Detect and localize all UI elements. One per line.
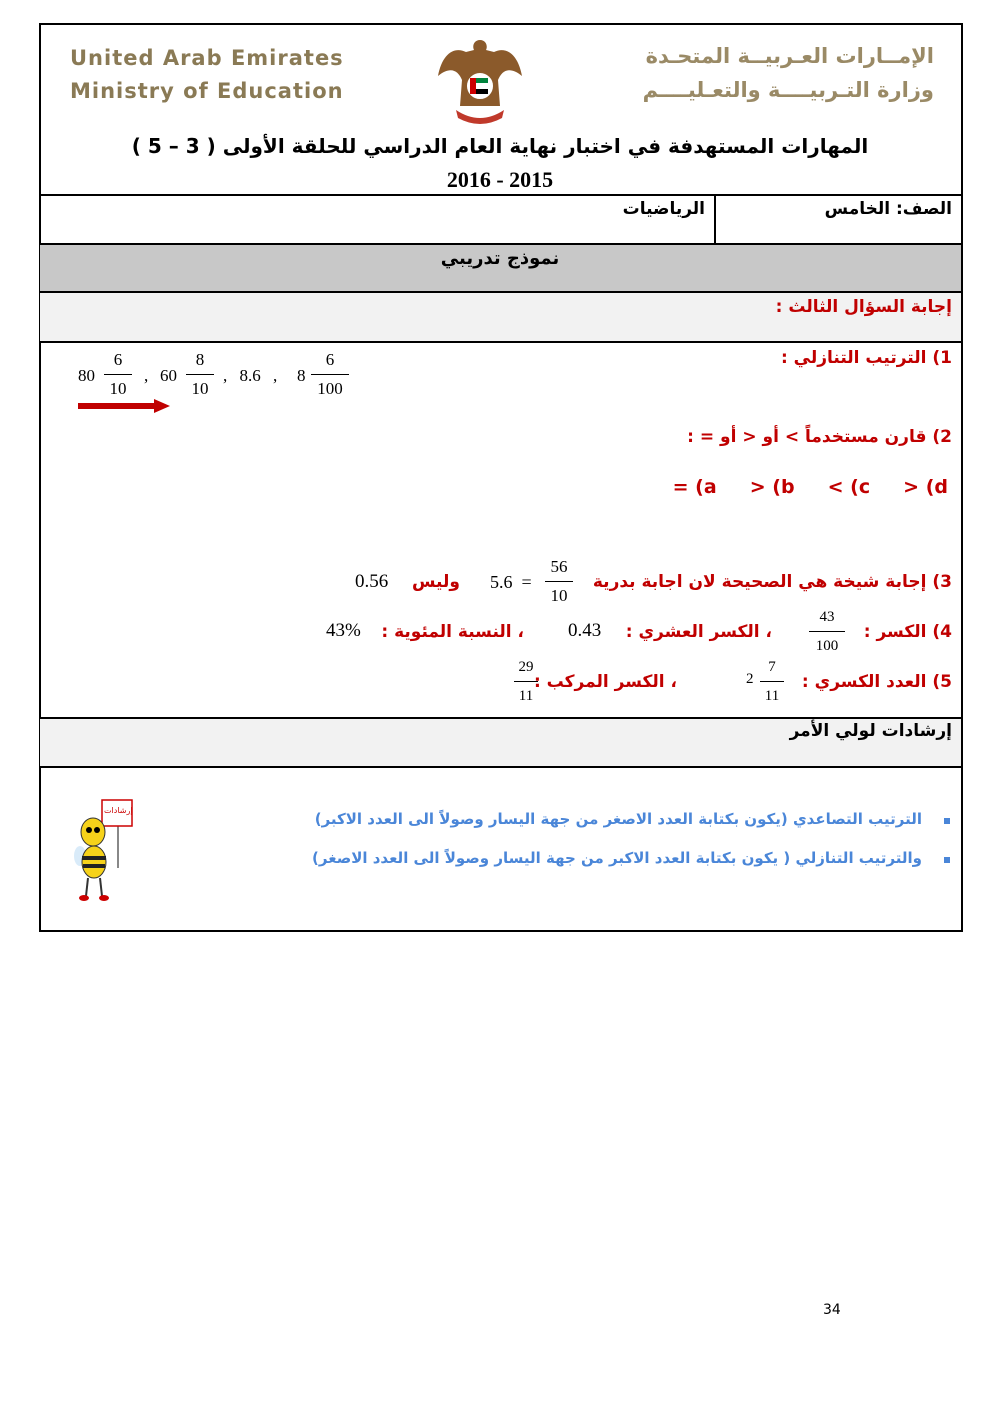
- q1-fraction-2: 8 10: [186, 350, 214, 399]
- q3-label: 3) إجابة شيخة هي الصحيحة لان اجابة بدرية: [592, 572, 952, 592]
- q1-fraction-1: 6 10: [104, 350, 132, 399]
- q4-percent: 43%: [326, 620, 361, 641]
- arrow-right-icon: [78, 399, 170, 413]
- q4-decimal-label: ، الكسر العشري :: [625, 622, 772, 642]
- q2-answers: = (a > (b < (c > (d: [672, 476, 948, 498]
- q5-whole: 2: [746, 671, 754, 687]
- q1-whole-3: 8: [297, 366, 306, 385]
- ministry-ar-line1: الإمــارات العـربيــة المتحـدة: [645, 44, 934, 68]
- divider: [40, 194, 961, 196]
- academic-year: 2016 - 2015: [446, 167, 554, 192]
- q4-decimal: 0.43: [568, 620, 602, 641]
- q1-whole-2: 60: [160, 366, 177, 385]
- guidance-item: والترتيب التنازلي ( يكون بكتابة العدد الاكبر من جهة اليسار وصولاً الى العدد الاصغر): [312, 849, 922, 867]
- document-title: المهارات المستهدفة في اختبار نهاية العام الدراسي للحلقة الأولى ( 3 – 5 ): [131, 134, 869, 158]
- ministry-en-line2: Ministry of Education: [70, 79, 344, 103]
- bullet-icon: [944, 857, 950, 863]
- ministry-en-line1: United Arab Emirates: [70, 46, 344, 70]
- q1-fraction-3: 6 100: [311, 350, 349, 399]
- guidance-item: الترتيب التصاعدي (يكون بكتابة العدد الاصغر من جهة اليسار وصولاً الى العدد الاكبر): [314, 810, 922, 828]
- column-divider: [714, 195, 716, 243]
- q5-mixed-label: 5) العدد الكسري :: [801, 672, 952, 692]
- section-title: نموذج تدريبي: [440, 248, 560, 269]
- q2-label: 2) قارن مستخدماً > أو < أو = :: [687, 427, 952, 447]
- q5-improper-fraction: 29 11: [514, 657, 538, 706]
- q5-improper-label: ، الكسر المركب :: [533, 672, 677, 692]
- q1-decimal: , 8.6 ,: [223, 366, 278, 385]
- subject-label: الرياضيات: [622, 199, 705, 219]
- q3-fraction: 56 10: [545, 557, 573, 606]
- guidance-heading: إرشادات لولي الأمر: [789, 721, 952, 741]
- q4-percent-label: ، النسبة المئوية :: [381, 622, 524, 642]
- bullet-icon: [944, 818, 950, 824]
- q3-and-not: وليس: [412, 572, 460, 592]
- page-number: 34: [823, 1302, 841, 1318]
- q1-label: 1) الترتيب التنازلي :: [780, 348, 952, 368]
- q3-value: 0.56: [355, 571, 389, 592]
- q1-sep: ,: [144, 366, 149, 385]
- q4-fraction: 43 100: [809, 607, 845, 656]
- q5-mixed-fraction: 7 11: [760, 657, 784, 706]
- q1-whole-1: 80: [78, 366, 95, 385]
- bee-sign-text: إرشادات: [104, 806, 133, 815]
- q4-fraction-label: 4) الكسر :: [863, 622, 952, 642]
- grade-label: الصف: الخامس: [824, 199, 952, 219]
- q3-equals: = 5.6: [490, 572, 532, 592]
- answer-heading: إجابة السؤال الثالث :: [775, 297, 952, 317]
- ministry-ar-line2: وزارة التـربيــــة والتعـليــــم: [642, 78, 934, 102]
- uae-emblem-icon: [436, 36, 524, 124]
